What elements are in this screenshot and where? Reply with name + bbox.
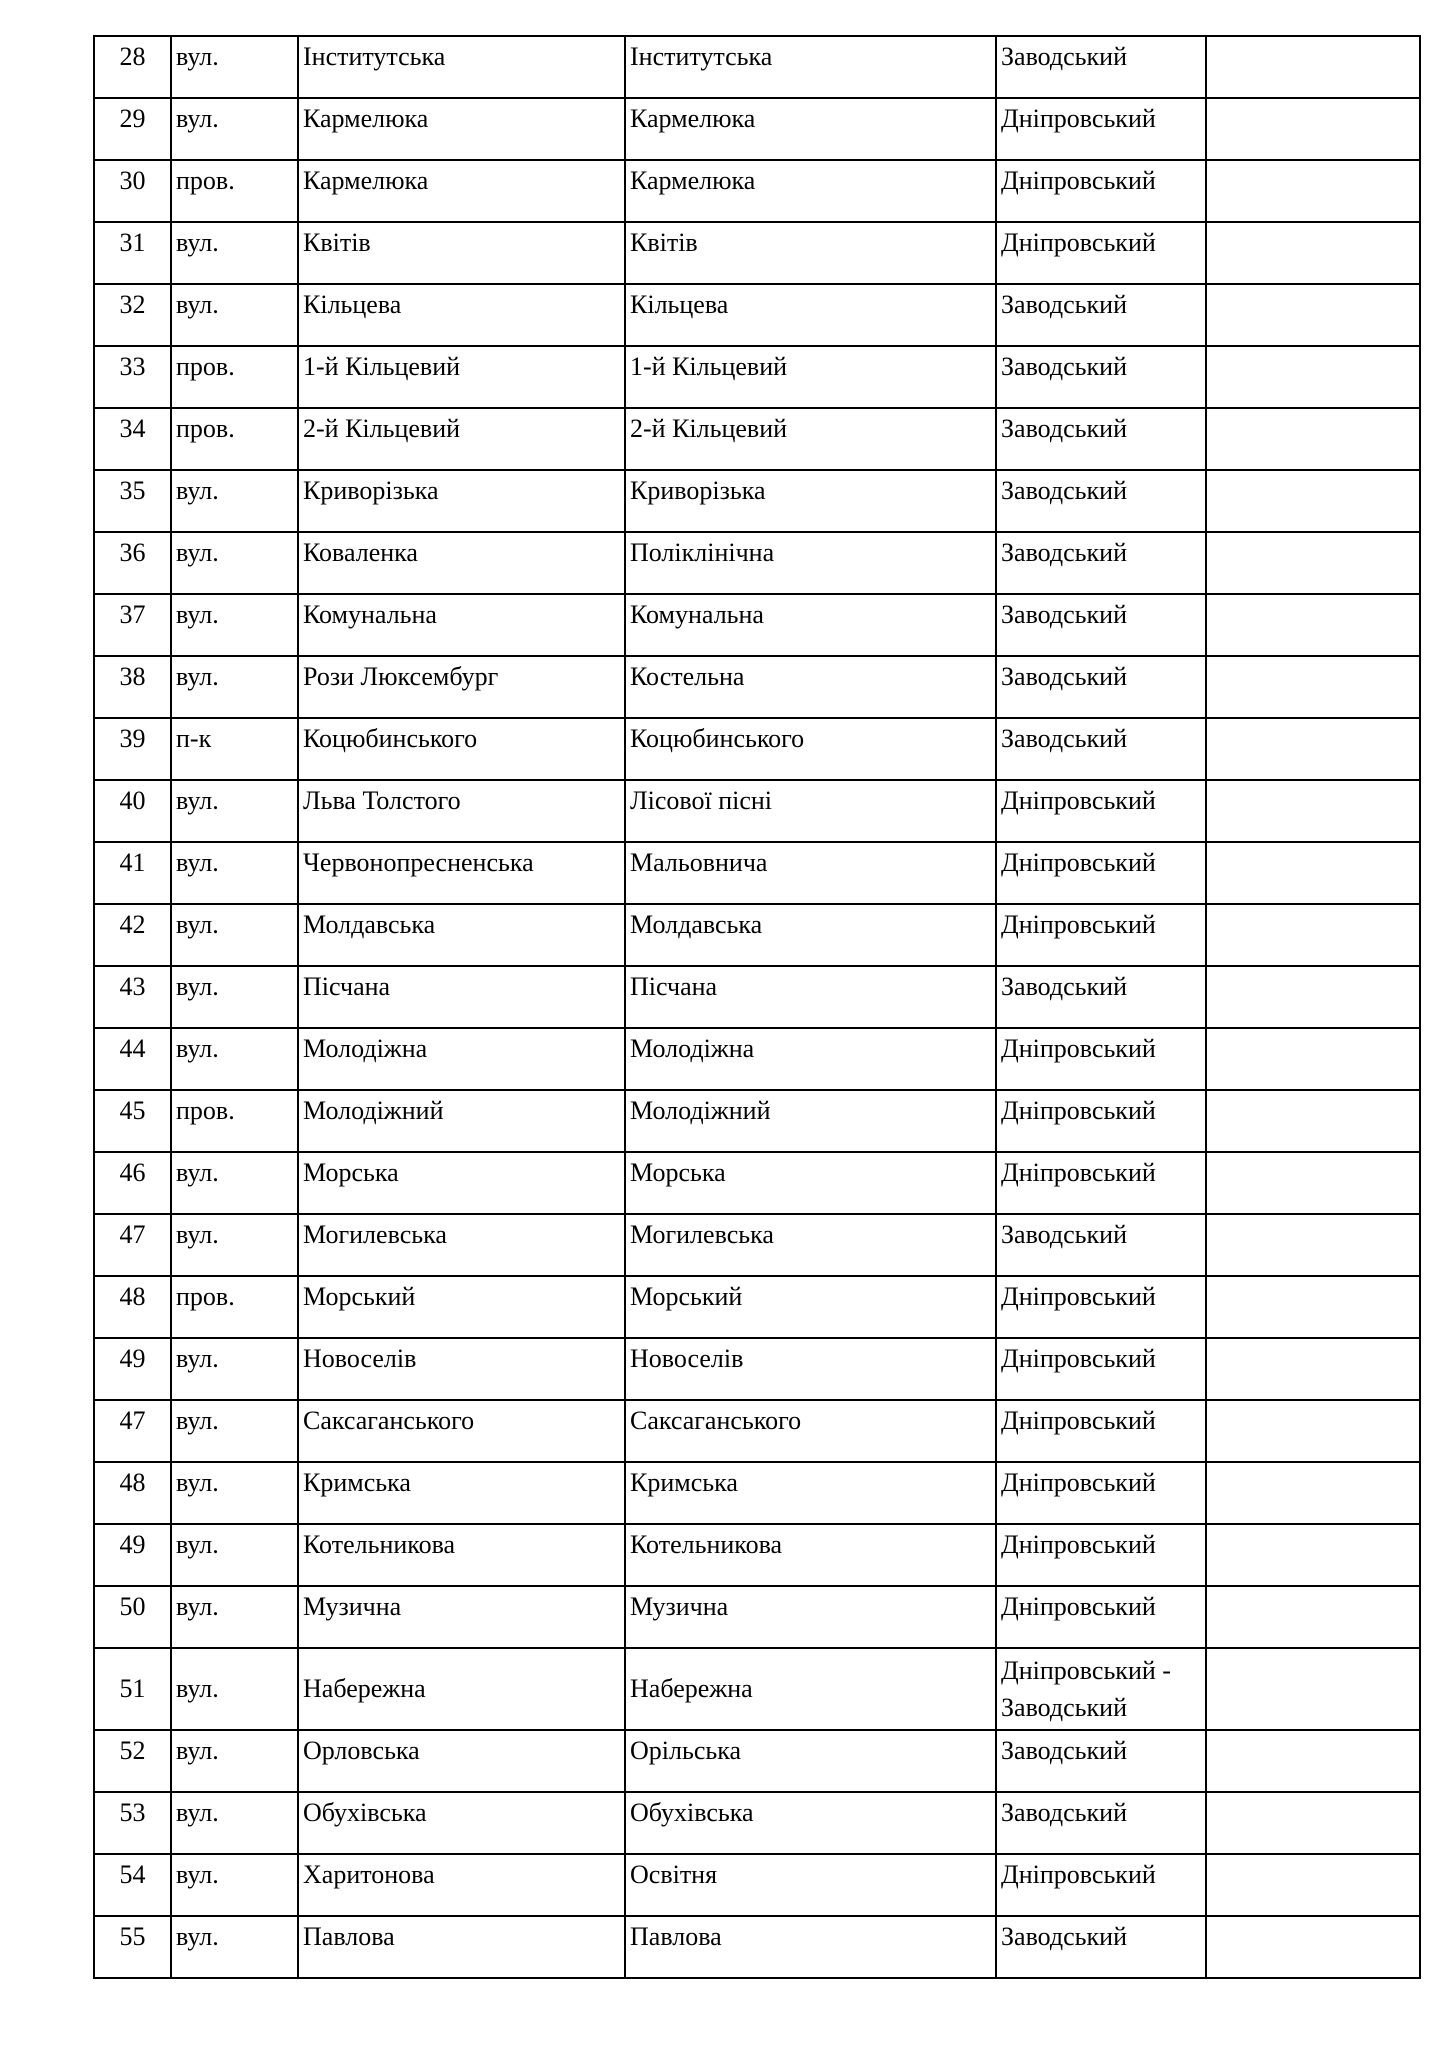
table-row (94, 1462, 1420, 1524)
note-cell (1206, 842, 1420, 904)
district-cell: Заводський (996, 532, 1206, 594)
district-cell: Дніпровський (996, 160, 1206, 222)
street-type-cell: вул. (171, 36, 298, 98)
district-cell: Дніпровський (996, 780, 1206, 842)
street-type-cell: пров. (171, 1276, 298, 1338)
old-name-cell: Коваленка (298, 532, 625, 594)
row-number-cell: 29 (94, 98, 171, 160)
row-number-cell: 53 (94, 1792, 171, 1854)
street-type-cell: вул. (171, 532, 298, 594)
row-number-cell: 48 (94, 1462, 171, 1524)
new-name-cell: Саксаганського (625, 1400, 996, 1462)
table-row (94, 160, 1420, 222)
district-cell: Заводський (996, 656, 1206, 718)
note-cell (1206, 1462, 1420, 1524)
new-name-cell: Костельна (625, 656, 996, 718)
new-name-cell: Кармелюка (625, 160, 996, 222)
note-cell (1206, 1916, 1420, 1978)
old-name-cell: Інститутська (298, 36, 625, 98)
note-cell (1206, 966, 1420, 1028)
new-name-cell: 1-й Кільцевий (625, 346, 996, 408)
street-type-cell: вул. (171, 1524, 298, 1586)
note-cell (1206, 1524, 1420, 1586)
row-number-cell: 48 (94, 1276, 171, 1338)
street-type-cell: вул. (171, 1586, 298, 1648)
old-name-cell: Коцюбинського (298, 718, 625, 780)
table-row (94, 1854, 1420, 1916)
new-name-cell: Морський (625, 1276, 996, 1338)
row-number-cell: 34 (94, 408, 171, 470)
old-name-cell: Пісчана (298, 966, 625, 1028)
row-number-cell: 52 (94, 1730, 171, 1792)
street-type-cell: вул. (171, 780, 298, 842)
district-cell: Заводський (996, 284, 1206, 346)
district-cell: Дніпровський (996, 1090, 1206, 1152)
row-number-cell: 36 (94, 532, 171, 594)
street-type-cell: вул. (171, 284, 298, 346)
district-cell: Дніпровський (996, 1338, 1206, 1400)
note-cell (1206, 594, 1420, 656)
old-name-cell: Кармелюка (298, 98, 625, 160)
new-name-cell: Пісчана (625, 966, 996, 1028)
district-cell: Дніпровський (996, 1462, 1206, 1524)
table-row (94, 1214, 1420, 1276)
street-type-cell: вул. (171, 1730, 298, 1792)
table-row (94, 842, 1420, 904)
street-type-cell: вул. (171, 594, 298, 656)
district-cell: Дніпровський (996, 1524, 1206, 1586)
table-row (94, 222, 1420, 284)
district-cell: Дніпровський - Заводський (996, 1648, 1206, 1730)
district-cell: Дніпровський (996, 1586, 1206, 1648)
new-name-cell: Молодіжна (625, 1028, 996, 1090)
table-row (94, 284, 1420, 346)
note-cell (1206, 1730, 1420, 1792)
street-type-cell: вул. (171, 1916, 298, 1978)
district-cell: Заводський (996, 718, 1206, 780)
old-name-cell: Комунальна (298, 594, 625, 656)
district-cell: Дніпровський (996, 904, 1206, 966)
district-cell: Дніпровський (996, 1854, 1206, 1916)
table-row (94, 718, 1420, 780)
note-cell (1206, 656, 1420, 718)
note-cell (1206, 1152, 1420, 1214)
district-cell: Дніпровський (996, 1400, 1206, 1462)
district-cell: Заводський (996, 594, 1206, 656)
note-cell (1206, 160, 1420, 222)
note-cell (1206, 284, 1420, 346)
old-name-cell: Обухівська (298, 1792, 625, 1854)
district-cell: Дніпровський (996, 1152, 1206, 1214)
row-number-cell: 49 (94, 1338, 171, 1400)
street-type-cell: пров. (171, 160, 298, 222)
note-cell (1206, 718, 1420, 780)
table-row (94, 470, 1420, 532)
row-number-cell: 47 (94, 1214, 171, 1276)
table-row (94, 780, 1420, 842)
note-cell (1206, 1792, 1420, 1854)
table-row (94, 904, 1420, 966)
row-number-cell: 49 (94, 1524, 171, 1586)
note-cell (1206, 1214, 1420, 1276)
new-name-cell: Криворізька (625, 470, 996, 532)
table-row (94, 1028, 1420, 1090)
old-name-cell: Морський (298, 1276, 625, 1338)
street-type-cell: вул. (171, 470, 298, 532)
new-name-cell: Коцюбинського (625, 718, 996, 780)
row-number-cell: 47 (94, 1400, 171, 1462)
note-cell (1206, 1648, 1420, 1730)
street-type-cell: вул. (171, 1214, 298, 1276)
table-row (94, 966, 1420, 1028)
note-cell (1206, 532, 1420, 594)
table-row (94, 1648, 1420, 1730)
row-number-cell: 39 (94, 718, 171, 780)
old-name-cell: Льва Толстого (298, 780, 625, 842)
new-name-cell: Орільська (625, 1730, 996, 1792)
note-cell (1206, 1400, 1420, 1462)
district-cell: Дніпровський (996, 1276, 1206, 1338)
street-type-cell: пров. (171, 408, 298, 470)
note-cell (1206, 470, 1420, 532)
old-name-cell: Орловська (298, 1730, 625, 1792)
district-cell: Заводський (996, 1214, 1206, 1276)
table-row (94, 656, 1420, 718)
street-type-cell: вул. (171, 98, 298, 160)
old-name-cell: Набережна (298, 1648, 625, 1730)
new-name-cell: Могилевська (625, 1214, 996, 1276)
street-type-cell: вул. (171, 1028, 298, 1090)
district-cell: Заводський (996, 966, 1206, 1028)
old-name-cell: Червонопресненська (298, 842, 625, 904)
new-name-cell: Павлова (625, 1916, 996, 1978)
district-cell: Заводський (996, 346, 1206, 408)
old-name-cell: Музична (298, 1586, 625, 1648)
table-row (94, 408, 1420, 470)
district-cell: Дніпровський (996, 222, 1206, 284)
note-cell (1206, 346, 1420, 408)
street-type-cell: вул. (171, 1792, 298, 1854)
table-row (94, 1916, 1420, 1978)
district-cell: Заводський (996, 1730, 1206, 1792)
note-cell (1206, 1854, 1420, 1916)
new-name-cell: Обухівська (625, 1792, 996, 1854)
street-type-cell: вул. (171, 966, 298, 1028)
note-cell (1206, 222, 1420, 284)
note-cell (1206, 780, 1420, 842)
new-name-cell: Комунальна (625, 594, 996, 656)
note-cell (1206, 408, 1420, 470)
street-type-cell: вул. (171, 1338, 298, 1400)
district-cell: Заводський (996, 1916, 1206, 1978)
table-row (94, 1730, 1420, 1792)
note-cell (1206, 904, 1420, 966)
district-cell: Заводський (996, 470, 1206, 532)
row-number-cell: 44 (94, 1028, 171, 1090)
row-number-cell: 37 (94, 594, 171, 656)
old-name-cell: Молдавська (298, 904, 625, 966)
new-name-cell: Освітня (625, 1854, 996, 1916)
district-cell: Дніпровський (996, 842, 1206, 904)
district-cell: Заводський (996, 408, 1206, 470)
old-name-cell: Морська (298, 1152, 625, 1214)
new-name-cell: Котельникова (625, 1524, 996, 1586)
old-name-cell: Криворізька (298, 470, 625, 532)
row-number-cell: 32 (94, 284, 171, 346)
new-name-cell: Лісової пісні (625, 780, 996, 842)
new-name-cell: Мальовнича (625, 842, 996, 904)
row-number-cell: 46 (94, 1152, 171, 1214)
new-name-cell: Кармелюка (625, 98, 996, 160)
street-type-cell: вул. (171, 904, 298, 966)
table-row (94, 1090, 1420, 1152)
table-row (94, 1400, 1420, 1462)
street-type-cell: вул. (171, 1648, 298, 1730)
street-type-cell: вул. (171, 1152, 298, 1214)
street-type-cell: пров. (171, 346, 298, 408)
row-number-cell: 42 (94, 904, 171, 966)
new-name-cell: Кримська (625, 1462, 996, 1524)
row-number-cell: 31 (94, 222, 171, 284)
row-number-cell: 43 (94, 966, 171, 1028)
new-name-cell: Кільцева (625, 284, 996, 346)
street-type-cell: вул. (171, 842, 298, 904)
new-name-cell: Новоселів (625, 1338, 996, 1400)
row-number-cell: 45 (94, 1090, 171, 1152)
street-type-cell: вул. (171, 222, 298, 284)
old-name-cell: Новоселів (298, 1338, 625, 1400)
row-number-cell: 33 (94, 346, 171, 408)
table-row (94, 594, 1420, 656)
table-row (94, 98, 1420, 160)
row-number-cell: 54 (94, 1854, 171, 1916)
street-type-cell: вул. (171, 656, 298, 718)
note-cell (1206, 1028, 1420, 1090)
new-name-cell: Молодіжний (625, 1090, 996, 1152)
row-number-cell: 38 (94, 656, 171, 718)
old-name-cell: Саксаганського (298, 1400, 625, 1462)
old-name-cell: Харитонова (298, 1854, 625, 1916)
new-name-cell: Квітів (625, 222, 996, 284)
table-row (94, 1586, 1420, 1648)
row-number-cell: 51 (94, 1648, 171, 1730)
table-row (94, 346, 1420, 408)
new-name-cell: Молдавська (625, 904, 996, 966)
old-name-cell: 2-й Кільцевий (298, 408, 625, 470)
street-type-cell: вул. (171, 1854, 298, 1916)
note-cell (1206, 1090, 1420, 1152)
note-cell (1206, 1586, 1420, 1648)
new-name-cell: Поліклінічна (625, 532, 996, 594)
old-name-cell: Кармелюка (298, 160, 625, 222)
new-name-cell: 2-й Кільцевий (625, 408, 996, 470)
table-row (94, 36, 1420, 98)
note-cell (1206, 98, 1420, 160)
old-name-cell: Котельникова (298, 1524, 625, 1586)
new-name-cell: Морська (625, 1152, 996, 1214)
table-row (94, 1792, 1420, 1854)
row-number-cell: 40 (94, 780, 171, 842)
district-cell: Дніпровський (996, 98, 1206, 160)
new-name-cell: Інститутська (625, 36, 996, 98)
row-number-cell: 30 (94, 160, 171, 222)
table-row (94, 1338, 1420, 1400)
old-name-cell: Могилевська (298, 1214, 625, 1276)
row-number-cell: 55 (94, 1916, 171, 1978)
old-name-cell: Квітів (298, 222, 625, 284)
old-name-cell: 1-й Кільцевий (298, 346, 625, 408)
old-name-cell: Кримська (298, 1462, 625, 1524)
street-type-cell: вул. (171, 1400, 298, 1462)
note-cell (1206, 36, 1420, 98)
new-name-cell: Набережна (625, 1648, 996, 1730)
row-number-cell: 50 (94, 1586, 171, 1648)
row-number-cell: 35 (94, 470, 171, 532)
street-renaming-table (93, 35, 1421, 1979)
old-name-cell: Молодіжний (298, 1090, 625, 1152)
note-cell (1206, 1276, 1420, 1338)
street-type-cell: п-к (171, 718, 298, 780)
district-cell: Заводський (996, 1792, 1206, 1854)
old-name-cell: Молодіжна (298, 1028, 625, 1090)
new-name-cell: Музична (625, 1586, 996, 1648)
district-cell: Дніпровський (996, 1028, 1206, 1090)
row-number-cell: 41 (94, 842, 171, 904)
table-row (94, 1152, 1420, 1214)
district-cell: Заводський (996, 36, 1206, 98)
street-type-cell: пров. (171, 1090, 298, 1152)
table-body (94, 36, 1420, 1978)
table-row (94, 1524, 1420, 1586)
old-name-cell: Павлова (298, 1916, 625, 1978)
table-row (94, 532, 1420, 594)
note-cell (1206, 1338, 1420, 1400)
street-type-cell: вул. (171, 1462, 298, 1524)
old-name-cell: Кільцева (298, 284, 625, 346)
old-name-cell: Рози Люксембург (298, 656, 625, 718)
table-row (94, 1276, 1420, 1338)
row-number-cell: 28 (94, 36, 171, 98)
